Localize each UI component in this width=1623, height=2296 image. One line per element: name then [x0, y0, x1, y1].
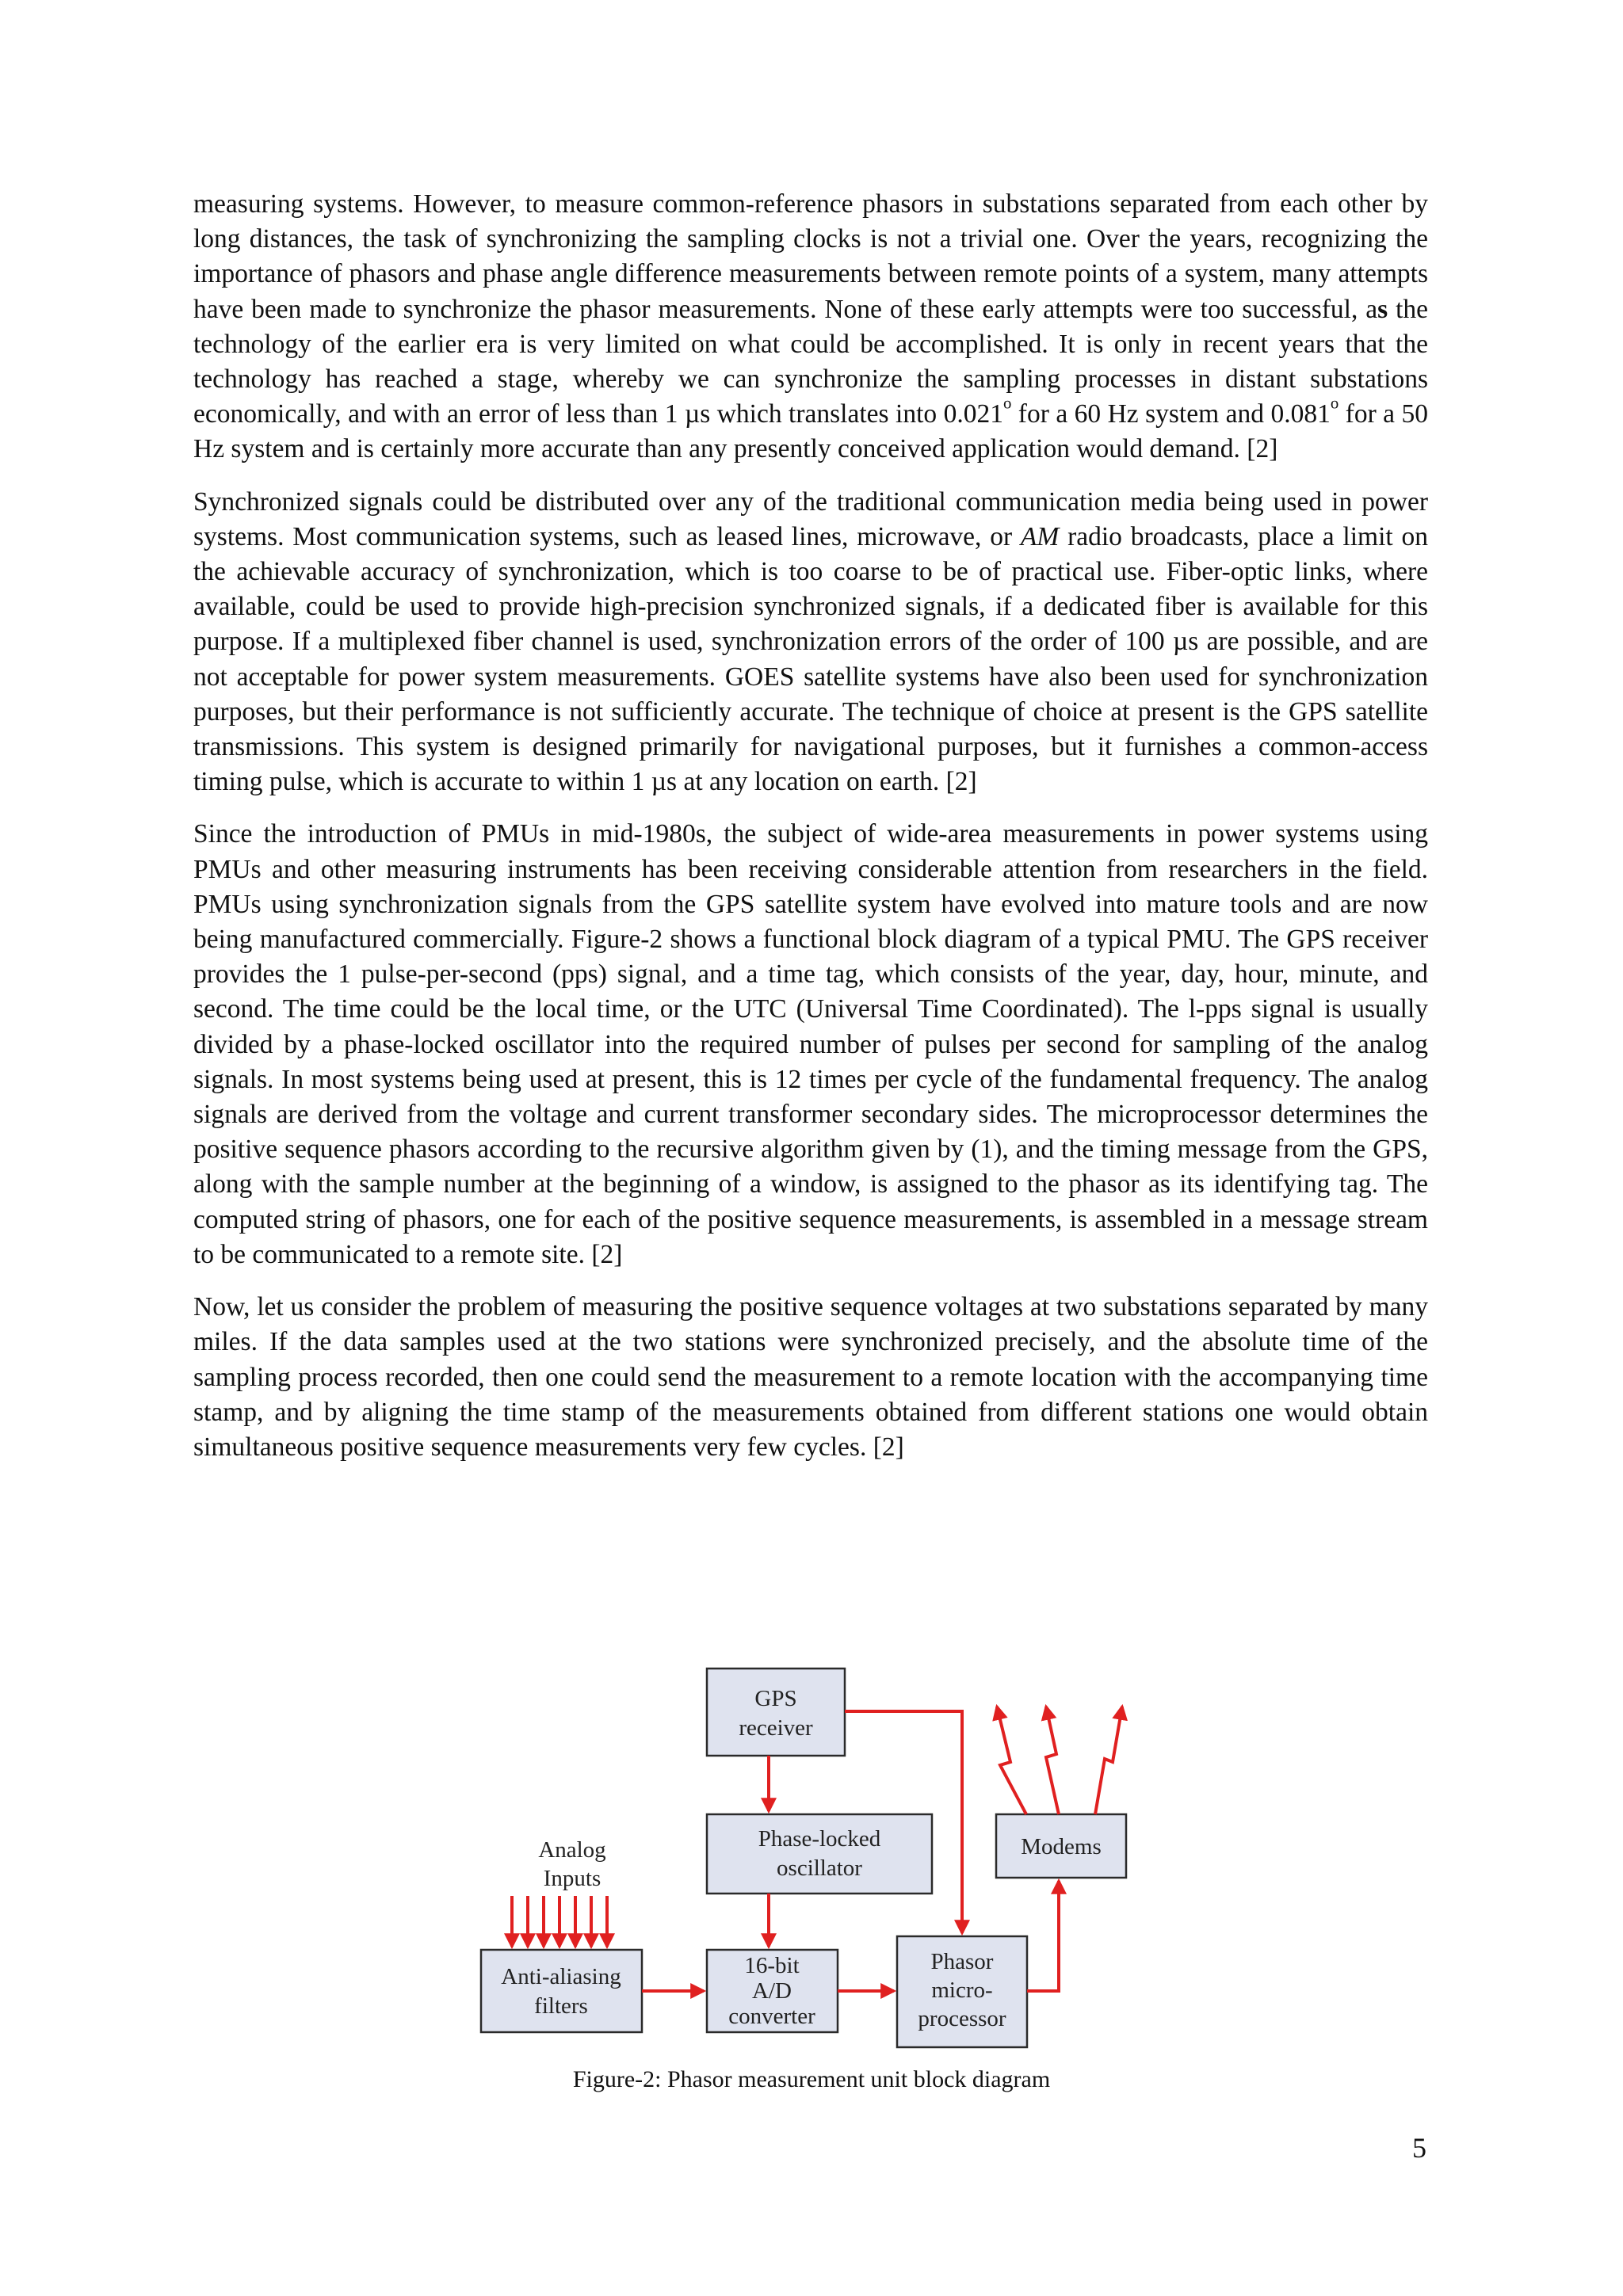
ad-converter-box	[707, 1950, 838, 2032]
svg-text:receiver: receiver	[739, 1715, 813, 1741]
phasor-microprocessor-box	[897, 1936, 1027, 2047]
paragraph-4: Now, let us consider the problem of measuring the positive sequence voltages at two substations separated by many miles. If the data samples used at the two stations were synchronized precisely, and the absolute time of the sampling process recorded, then one could send the measurement to a remote location with the accompanying time stamp, and by aligning the time stamp of the measurements obtained from different stations one would obtain simultaneous positive sequence measurements very few cycles. [2]	[193, 1292, 1428, 1462]
svg-text:Modems: Modems	[1021, 1834, 1102, 1859]
transmit-signal-arrow-3	[1095, 1707, 1122, 1814]
svg-text:GPS: GPS	[754, 1686, 797, 1711]
modems-box	[996, 1814, 1126, 1878]
svg-text:16-bit: 16-bit	[744, 1953, 800, 1978]
svg-text:A/D: A/D	[752, 1978, 792, 2004]
svg-text:oscillator: oscillator	[777, 1855, 862, 1881]
anti-aliasing-filters-box	[481, 1950, 642, 2032]
svg-text:processor: processor	[918, 2006, 1006, 2031]
processor-to-modems-arrow	[1027, 1881, 1059, 1991]
analog-inputs-label-2: Inputs	[543, 1866, 601, 1891]
svg-text:filters: filters	[534, 1993, 588, 2019]
page-number: 5	[1412, 2132, 1426, 2164]
svg-text:Anti-aliasing: Anti-aliasing	[501, 1964, 621, 1989]
figure-caption: Figure-2: Phasor measurement unit block diagram	[572, 2066, 1051, 2092]
transmit-signal-arrow-1	[997, 1707, 1026, 1814]
svg-text:Phasor: Phasor	[930, 1949, 994, 1974]
paragraph-3: Since the introduction of PMUs in mid-1980s, the subject of wide-area measurements in power systems using PMUs and other measuring instruments has been receiving considerable attention from researchers in the field. PMUs using synchronization signals from the GPS satellite system have evolved into mature tools and are now being manufactured commercially. Figure-2 shows a functional block diagram of a typical PMU. The GPS receiver provides the 1 pulse-per-second (pps) signal, and a time tag, which consists of the year, day, hour, minute, and second. The time could be the local time, or the UTC (Universal Time Coordinated). The l-pps signal is usually divided by a phase-locked oscillator into the required number of pulses per second for sampling of the analog signals. In most systems being used at present, this is 12 times per cycle of the fundamental frequency. The analog signals are derived from the voltage and current transformer secondary sides. The microprocessor determines the positive sequence phasors according to the recursive algorithm given by (1), and the timing message from the GPS, along with the sample number at the beginning of a window, is assigned to the phasor as its identifying tag. The computed string of phasors, one for each of the positive sequence measurements, is assembled in a message stream to be communicated to a remote site. [2]	[193, 819, 1428, 1269]
analog-inputs-label: Analog	[538, 1837, 606, 1863]
gps-receiver-box	[707, 1669, 845, 1756]
svg-text:converter: converter	[728, 2004, 815, 2029]
paragraph-1: measuring systems. However, to measure common-reference phasors in substations separated from each other by long distances, the task of synchronizing the sampling clocks is not a trivial one. Over the years, recognizing the importance of phasors and phase angle difference measurements between remote points of a system, many attempts have been made to synchronize the phasor measurements. None of these early attempts were too successful, as the technology of the earlier era is very limited on what could be accomplished. It is only in recent years that the technology has reached a stage, whereby we can synchronize the sampling processes in distant substations economically, and with an error of less than 1 µs which translates into 0.021$^o$ for a 60 Hz system and 0.081$^o$ for a 50 Hz system and is certainly more accurate than any presently conceived application would demand. [2]	[193, 189, 1429, 464]
phase-locked-oscillator-box	[707, 1814, 932, 1894]
svg-text:micro-: micro-	[931, 1978, 993, 2003]
transmit-signal-arrow-2	[1046, 1707, 1059, 1814]
paragraph-2: Synchronized signals could be distributed over any of the traditional communication media being used in power systems. Most communication systems, such as leased lines, microwave, or AM radio broadcasts, place a limit on the achievable accuracy of synchronization, which is too coarse to be of practical use. Fiber-optic links, where available, could be used to provide high-precision synchronized signals, if a dedicated fiber is available for this purpose. If a multiplexed fiber channel is used, synchronization errors of the order of 100 µs are possible, and are not acceptable for power system measurements. GOES satellite systems have also been used for synchronization purposes, but their performance is not sufficiently accurate. The technique of choice at present is the GPS satellite transmissions. This system is designed primarily for navigational purposes, but it furnishes a common-access timing pulse, which is accurate to within 1 µs at any location on earth. [2]	[193, 486, 1428, 797]
svg-text:Phase-locked: Phase-locked	[758, 1826, 881, 1852]
